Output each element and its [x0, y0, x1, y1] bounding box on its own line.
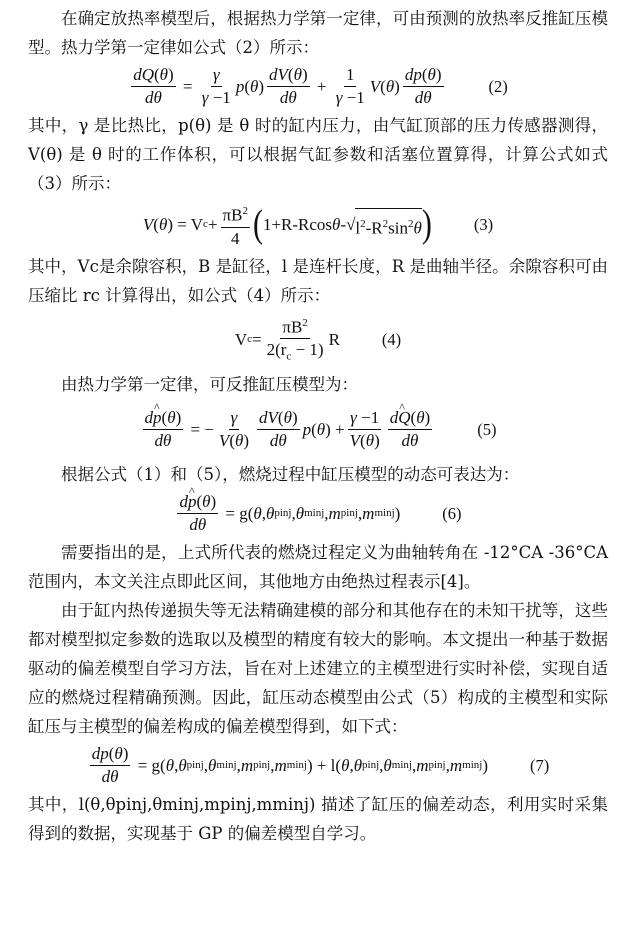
equation-2: $\frac{dQ(\theta)}{d\theta}$ = $\frac{\gamma}{\gamma -1}$ p ( θ ) $\frac{dV(\theta)}{d\theta}$ + $\frac{1}{\gamma -1}$ V ( θ ) $\frac{dp(\theta)}{d\theta}$ (2) [133, 65, 508, 107]
paragraph-8: 其中，l(θ,θpinj,θminj,mpinj,mminj) 描述了缸压的偏差动态，利用实时采集得到的数据，实现基于 GP 的偏差模型自学习。 [28, 794, 608, 843]
equation-number: (3) [473, 215, 494, 235]
paragraph-3: 其中，Vc是余隙容积，B 是缸径，l 是连杆长度，R 是曲轴半径。余隙容积可由压缩比 rc 计算得出，如公式（4）所示： [28, 256, 608, 305]
equation-5: $\frac{d\^{} p(\theta)}{d\theta}$ = − $\frac{\gamma}{V(\theta)}$ $\frac{dV(\theta)}{d\theta}$ p ( θ ) + $\frac{\gamma -1}{V(\theta)}$ $\frac{d\^{} Q(\theta)}{d\theta}$ (5) [28, 407, 608, 452]
equation-number: (4) [381, 330, 402, 350]
paragraph-6: 需要指出的是，上式所代表的燃烧过程定义为曲轴转角在 -12°CA -36°CA 范围内，本文关注点即此区间，其他地方由绝热过程表示[4]。 [28, 542, 608, 591]
equation-number: (2) [488, 77, 508, 96]
paragraph-5: 根据公式（1）和（5），燃烧过程中缸压模型的动态可表达为： [61, 464, 520, 484]
equation-number: (7) [529, 755, 550, 775]
equation-7: $\frac{dp(\theta)}{d\theta}$ = g( θ , θ pinj , θ minj , m pinj , m minj ) + l( θ , θ pinj , θ minj , m pinj , m minj ) (7) [91, 743, 550, 786]
equation-6: $\frac{d\^{} p(\theta)}{d\theta}$ = g( θ , θ pinj , θ minj , m pinj , m minj ) (6) [28, 491, 608, 536]
paragraph-2: 其中，γ 是比热比，p(θ) 是 θ 时的缸内压力，由气缸顶部的压力传感器测得，V(θ) 是 θ 时的工作体积，可以根据气缸参数和活塞位置算得，计算公式如式（3）所示： [28, 116, 608, 193]
equation-number: (5) [477, 419, 497, 439]
equation-3: V ( θ ) = V c + $\frac{\pi B^2}{4}$ ( 1+R-Rcos θ -√ $l^2-R^2\sin^2\theta$ ) (3) [28, 200, 608, 250]
equation-number: (6) [442, 503, 462, 523]
paragraph-4: 由热力学第一定律，可反推缸压模型为： [61, 374, 358, 394]
paragraph-1: 在确定放热率模型后，根据热力学第一定律，可由预测的放热率反推缸压模型。热力学第一定律如公式（2）所示： [28, 9, 608, 57]
equation-4: V c = $\frac{\pi B^2}{2(r_c - 1)}$ R (4) [28, 312, 608, 368]
paragraph-7: 由于缸内热传递损失等无法精确建模的部分和其他存在的未知干扰等，这些都对模型拟定参数的选取以及模型的精度有较大的影响。本文提出一种基于数据驱动的偏差模型自学习方法，旨在对上述建立的主模型进行实时补偿，实现自适应的燃烧过程精确预测。因此，缸压动态模型由公式（5）构成的主模型和实际缸压与主模型的偏差构成的偏差模型得到，如下式： [28, 600, 608, 736]
